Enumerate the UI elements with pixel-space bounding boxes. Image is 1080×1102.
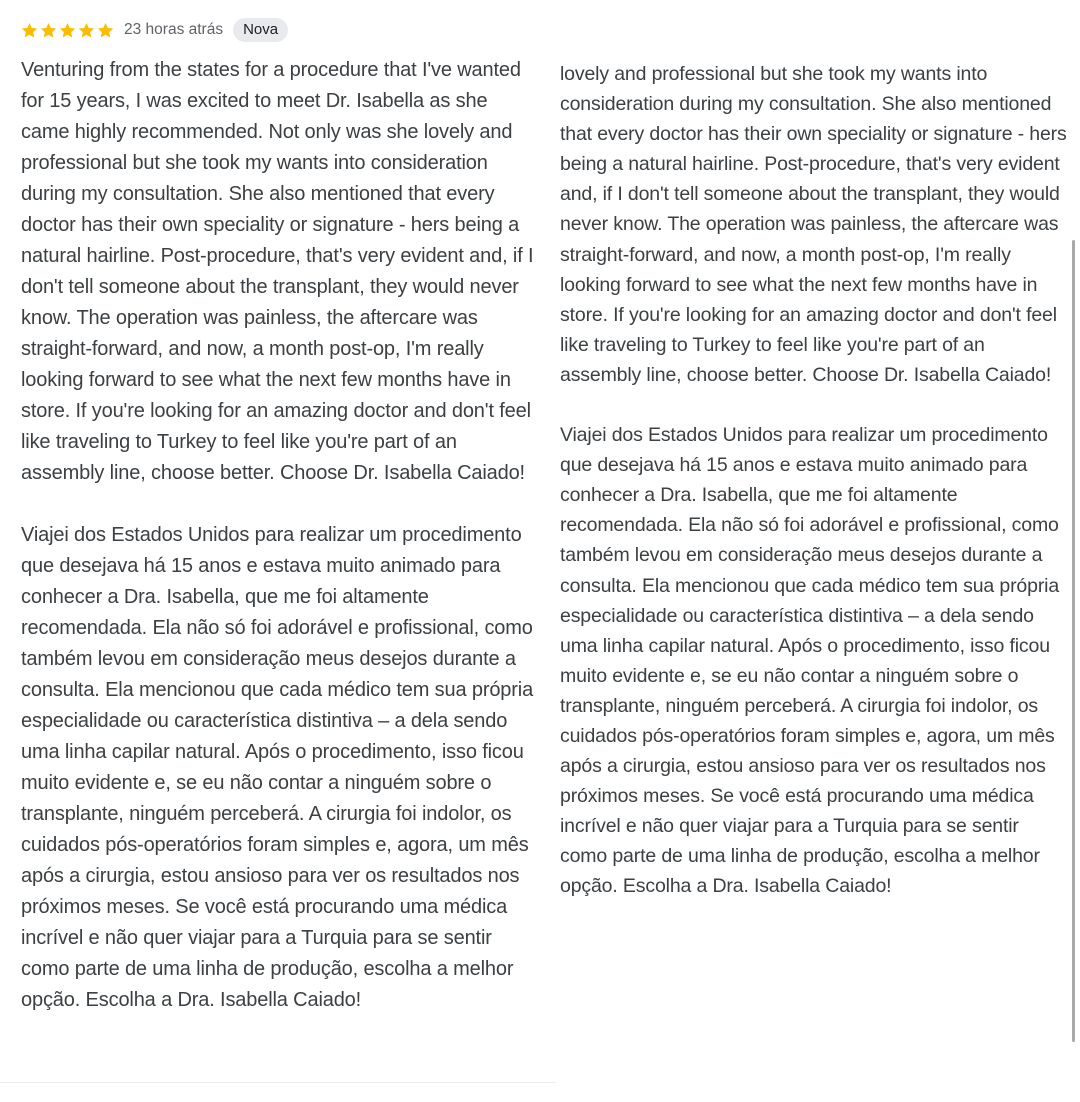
review-text-english: Venturing from the states for a procedure that I've wanted for 15 years, I was excited to meet Dr. Isabella as she came highly recommended. Not only was she lovely and professional but she took my wants into consideration during my consultation. She also mentioned that every doctor has their own speciality or signature - hers being a natural hairline. Post-procedure, that's very evident and, if I don't tell someone about the transplant, they would never know. The operation was painless, the aftercare was straight-forward, and now, a month post-op, I'm really looking forward to see what the next few months have in store. If you're looking for an amazing doctor and don't feel like traveling to Turkey to feel like you're part of an assembly line, choose better. Choose Dr. Isabella Caiado! [21, 59, 534, 484]
review-header [20, 17, 288, 43]
star-rating [20, 21, 115, 40]
star-icon [58, 21, 77, 40]
review-text-portuguese: Viajei dos Estados Unidos para realizar um procedimento que desejava há 15 anos e estava muito animado para conhecer a Dra. Isabella, que me foi altamente recomendada. Ela não só foi adorável e profissional, como também levou em consideração meus desejos durante a consulta. Ela mencionou que cada médico tem sua própria especialidade ou característica distintiva – a dela sendo uma linha capilar natural. Após o procedimento, isso ficou muito evidente e, se eu não contar a ninguém sobre o transplante, ninguém perceberá. A cirurgia foi indolor, os cuidados pós-operatórios foram simples e, agora, um mês após a cirurgia, estou ansioso para ver os resultados nos próximos meses. Se você está procurando uma médica incrível e não quer viajar para a Turquia para se sentir como parte de uma linha de produção, escolha a melhor opção. Escolha a Dra. Isabella Caiado! [21, 524, 534, 1011]
star-icon [77, 21, 96, 40]
star-icon [96, 21, 115, 40]
review-timestamp: 23 horas atrás [124, 21, 224, 38]
new-badge: Nova [233, 18, 288, 42]
star-icon [39, 21, 58, 40]
review-card-right-scrolled [556, 0, 1080, 1102]
star-icon [20, 21, 39, 40]
review-text-portuguese-scrolled: Viajei dos Estados Unidos para realizar um procedimento que desejava há 15 anos e estava muito animado para conhecer a Dra. Isabella, que me foi altamente recomendada. Ela não só foi adorável e profissional, como também levou em consideração meus desejos durante a consulta. Ela mencionou que cada médico tem sua própria especialidade ou característica distintiva – a dela sendo uma linha capilar natural. Após o procedimento, isso ficou muito evidente e, se eu não contar a ninguém sobre o transplante, ninguém perceberá. A cirurgia foi indolor, os cuidados pós-operatórios foram simples e, agora, um mês após a cirurgia, estou ansioso para ver os resultados nos próximos meses. Se você está procurando uma médica incrível e não quer viajar para a Turquia para se sentir como parte de uma linha de produção, escolha a melhor opção. Escolha a Dra. Isabella Caiado! [560, 424, 1060, 898]
review-text-english-partial: lovely and professional but she took my wants into consideration during my consultation. She also mentioned that every doctor has their own speciality or signature - hers being a natural hairline. Post-procedure, that's very evident and, if I don't tell someone about the transplant, they would never know. The operation was painless, the aftercare was straight-forward, and now, a month post-op, I'm really looking forward to see what the next few months have in store. If you're looking for an amazing doctor and don't feel like traveling to Turkey to feel like you're part of an assembly line, choose better. Choose Dr. Isabella Caiado! [560, 63, 1067, 386]
review-text [21, 55, 541, 1016]
scrollbar[interactable] [1072, 240, 1075, 1042]
review-text-scrolled [560, 59, 1070, 902]
